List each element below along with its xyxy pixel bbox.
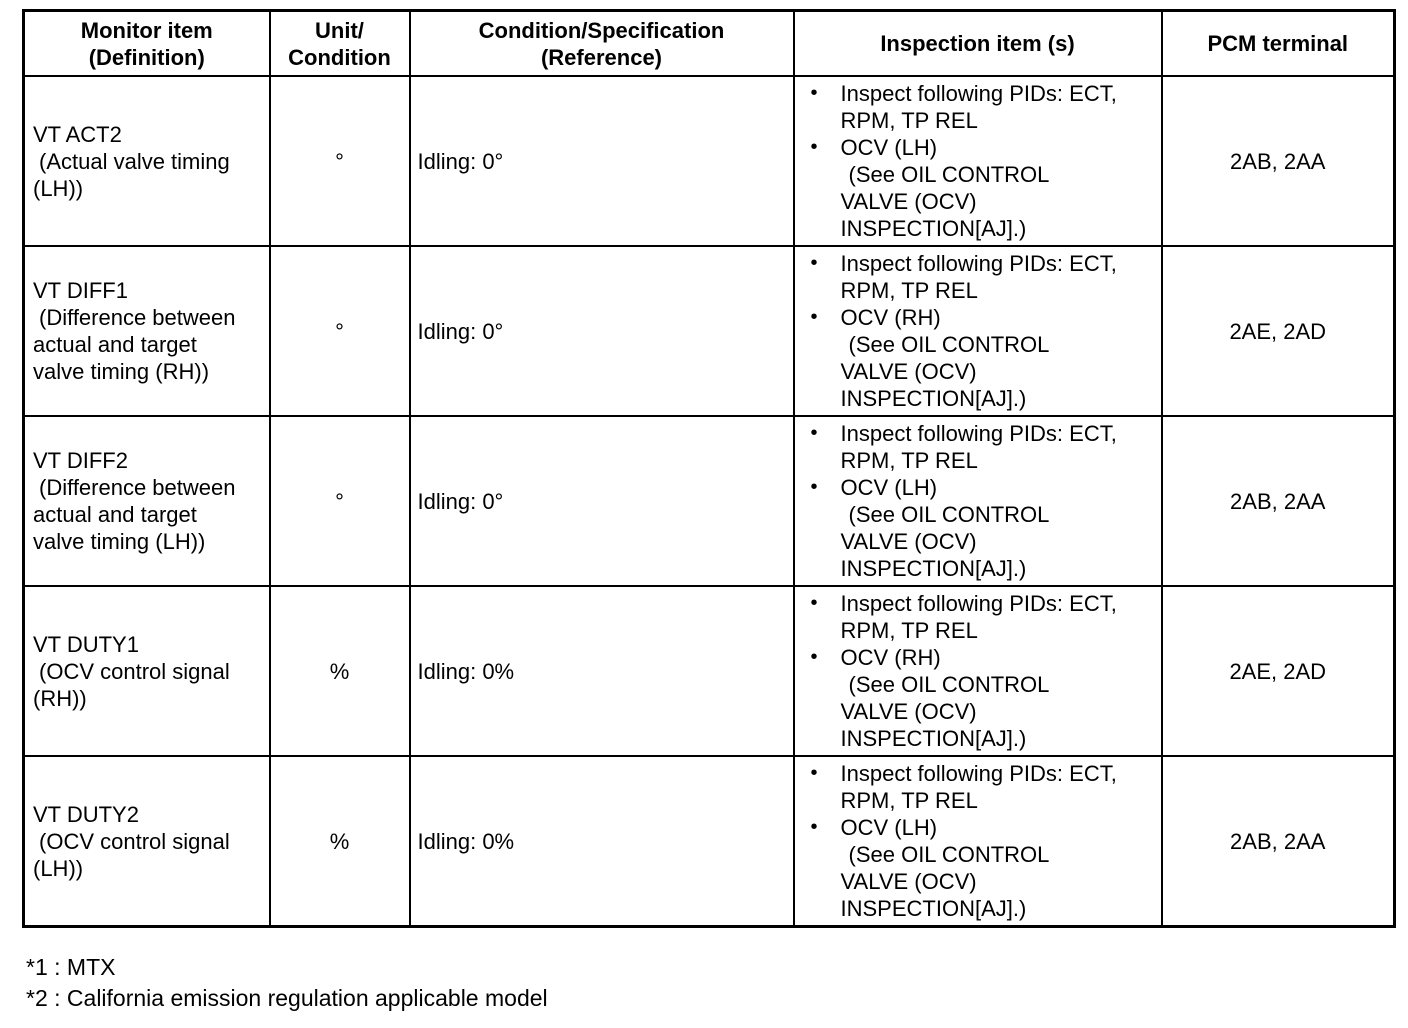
pcm-terminal-cell: 2AB, 2AA — [1162, 416, 1395, 586]
inspection-cell — [794, 246, 1162, 416]
condition-cell: Idling: 0° — [410, 416, 794, 586]
table-row — [24, 246, 1395, 416]
inspection-item-pids — [809, 250, 1161, 304]
inspection-item-pids — [809, 760, 1161, 814]
monitor-item-definition-line: actual and target — [33, 502, 197, 527]
footnote-text: California emission regulation applicable model — [66, 985, 548, 1011]
bullet-icon: • — [810, 136, 818, 158]
inspection-reference-line: (See OIL CONTROL — [848, 672, 1050, 697]
inspection-text-line: Inspect following PIDs: ECT, — [840, 81, 1117, 106]
footnotes — [26, 952, 548, 1014]
header-pcm-text: PCM terminal — [1207, 31, 1349, 56]
monitor-item-name: VT DIFF2 — [33, 448, 128, 473]
pcm-terminal-cell: 2AE, 2AD — [1162, 586, 1395, 756]
inspection-reference-line: VALVE (OCV) — [840, 699, 977, 724]
inspection-item-ocv — [809, 304, 1161, 412]
monitor-item-cell — [24, 416, 270, 586]
monitor-item-definition-line: (RH)) — [33, 685, 87, 711]
inspection-reference-line: VALVE (OCV) — [840, 359, 977, 384]
inspection-text-line: RPM, TP REL — [840, 788, 978, 813]
monitor-item-name: VT DUTY2 — [33, 801, 139, 827]
inspection-reference-line: INSPECTION[AJ].) — [840, 386, 1027, 411]
table-row — [24, 416, 1395, 586]
monitor-item-cell — [24, 246, 270, 416]
inspection-reference-line: INSPECTION[AJ].) — [840, 216, 1027, 241]
inspection-ocv-label: OCV (LH) — [840, 475, 938, 500]
bullet-icon: • — [810, 646, 818, 668]
monitor-item-definition-line: (LH)) — [33, 855, 84, 881]
unit-cell: ° — [270, 416, 410, 586]
header-inspection-items — [794, 11, 1162, 77]
inspection-text-line: RPM, TP REL — [840, 618, 978, 643]
inspection-list — [809, 80, 1161, 242]
condition-cell: Idling: 0% — [410, 756, 794, 927]
footnote-sep: : — [47, 985, 67, 1011]
monitor-spec-table — [22, 9, 1396, 928]
header-unit-line2: Condition — [288, 44, 391, 70]
inspection-reference-line: (See OIL CONTROL — [848, 162, 1050, 187]
footnote-mark: *1 — [26, 954, 48, 980]
inspection-cell — [794, 586, 1162, 756]
table-row — [24, 76, 1395, 246]
inspection-list — [809, 760, 1161, 922]
inspection-reference-line: INSPECTION[AJ].) — [840, 896, 1027, 921]
inspection-item-pids — [809, 80, 1161, 134]
inspection-list — [809, 420, 1161, 582]
footnote-sep: : — [47, 954, 67, 980]
header-monitor-line2: (Definition) — [88, 44, 205, 70]
pcm-terminal-cell: 2AE, 2AD — [1162, 246, 1395, 416]
monitor-item-name: VT DUTY1 — [33, 631, 139, 657]
monitor-item-name: VT DIFF1 — [33, 278, 128, 303]
inspection-item-pids — [809, 420, 1161, 474]
inspection-reference-line: (See OIL CONTROL — [848, 502, 1050, 527]
bullet-icon: • — [810, 816, 818, 838]
inspection-reference-line: (See OIL CONTROL — [848, 842, 1050, 867]
footnote-text: MTX — [66, 954, 116, 980]
condition-cell: Idling: 0° — [410, 76, 794, 246]
header-pcm-terminal — [1162, 11, 1395, 77]
inspection-text-line: Inspect following PIDs: ECT, — [840, 251, 1117, 276]
bullet-icon: • — [810, 252, 818, 274]
monitor-item-definition-line: (Actual valve timing — [39, 148, 230, 174]
footnote — [26, 983, 548, 1014]
footnote-mark: *2 — [26, 985, 48, 1011]
pcm-terminal-cell: 2AB, 2AA — [1162, 756, 1395, 927]
inspection-text-line: RPM, TP REL — [840, 448, 978, 473]
bullet-icon: • — [810, 82, 818, 104]
monitor-item-name: VT ACT2 — [33, 121, 122, 147]
bullet-icon: • — [810, 476, 818, 498]
inspection-reference-line: VALVE (OCV) — [840, 869, 977, 894]
inspection-reference-line: INSPECTION[AJ].) — [840, 726, 1027, 751]
bullet-icon: • — [810, 762, 818, 784]
monitor-item-definition-line: (LH)) — [33, 175, 84, 201]
monitor-item-definition-line: (Difference between — [39, 475, 236, 500]
unit-cell: ° — [270, 76, 410, 246]
inspection-list — [809, 590, 1161, 752]
inspection-reference-line: VALVE (OCV) — [840, 189, 977, 214]
inspection-cell — [794, 416, 1162, 586]
pcm-terminal-cell: 2AB, 2AA — [1162, 76, 1395, 246]
condition-cell: Idling: 0° — [410, 246, 794, 416]
monitor-item-cell — [24, 586, 270, 756]
table-header-row — [24, 11, 1395, 77]
inspection-text-line: Inspect following PIDs: ECT, — [840, 761, 1117, 786]
table-row — [24, 756, 1395, 927]
inspection-item-ocv — [809, 134, 1161, 242]
monitor-item-definition-line: (Difference between — [39, 305, 236, 330]
inspection-list — [809, 250, 1161, 412]
inspection-item-ocv — [809, 644, 1161, 752]
header-unit-line1: Unit/ — [315, 17, 364, 43]
unit-cell: ° — [270, 246, 410, 416]
inspection-ocv-label: OCV (RH) — [840, 645, 941, 670]
inspection-item-ocv — [809, 474, 1161, 582]
monitor-item-definition-line: valve timing (RH)) — [33, 359, 210, 384]
inspection-ocv-label: OCV (LH) — [840, 135, 938, 160]
inspection-reference-line: INSPECTION[AJ].) — [840, 556, 1027, 581]
unit-cell: % — [270, 756, 410, 927]
inspection-item-ocv — [809, 814, 1161, 922]
bullet-icon: • — [810, 306, 818, 328]
monitor-item-definition-line: valve timing (LH)) — [33, 529, 206, 554]
inspection-ocv-label: OCV (LH) — [840, 815, 938, 840]
header-cond-line1: Condition/Specification — [478, 17, 725, 43]
header-unit-condition — [270, 11, 410, 77]
inspection-text-line: Inspect following PIDs: ECT, — [840, 591, 1117, 616]
inspection-text-line: RPM, TP REL — [840, 108, 978, 133]
inspection-cell — [794, 76, 1162, 246]
inspection-reference-line: VALVE (OCV) — [840, 529, 977, 554]
inspection-ocv-label: OCV (RH) — [840, 305, 941, 330]
inspection-text-line: RPM, TP REL — [840, 278, 978, 303]
header-inspection-text: Inspection item (s) — [880, 31, 1075, 56]
inspection-cell — [794, 756, 1162, 927]
bullet-icon: • — [810, 422, 818, 444]
footnote — [26, 952, 548, 983]
monitor-item-definition-line: actual and target — [33, 332, 197, 357]
header-monitor-line1: Monitor item — [80, 17, 213, 43]
condition-cell: Idling: 0% — [410, 586, 794, 756]
inspection-reference-line: (See OIL CONTROL — [848, 332, 1050, 357]
bullet-icon: • — [810, 592, 818, 614]
inspection-item-pids — [809, 590, 1161, 644]
table-body — [24, 76, 1395, 927]
monitor-item-definition-line: (OCV control signal — [39, 658, 230, 684]
header-condition-spec — [410, 11, 794, 77]
monitor-item-cell — [24, 76, 270, 246]
table-row — [24, 586, 1395, 756]
monitor-item-definition-line: (OCV control signal — [39, 828, 230, 854]
header-monitor-item — [24, 11, 270, 77]
monitor-item-cell — [24, 756, 270, 927]
header-cond-line2: (Reference) — [540, 44, 663, 70]
inspection-text-line: Inspect following PIDs: ECT, — [840, 421, 1117, 446]
unit-cell: % — [270, 586, 410, 756]
